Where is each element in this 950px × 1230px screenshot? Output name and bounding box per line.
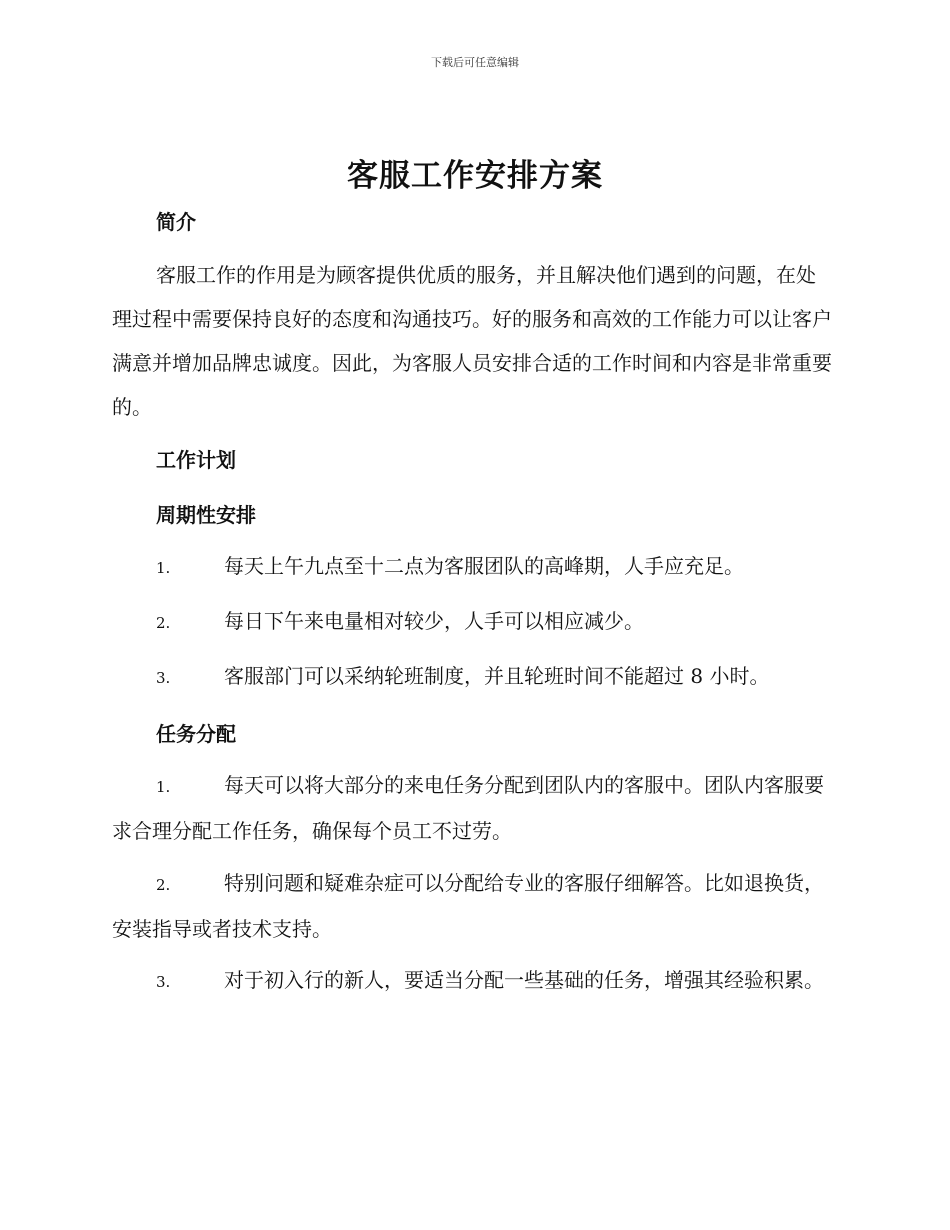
list-item-text: 对于初入行的新人，要适当分配一些基础的任务，增强其经验积累。 [224, 968, 824, 992]
intro-paragraph: 客服工作的作用是为顾客提供优质的服务，并且解决他们遇到的问题，在处理过程中需要保持良好的态度和沟通技巧。好的服务和高效的工作能力可以让客户满意并增加品牌忠诚度。因此，为客服人员安排合适的工作时间和内容是非常重要的。 [112, 263, 832, 419]
list-number: 1. [156, 559, 171, 577]
list-number: 1. [156, 778, 171, 796]
header-note: 下载后可任意编辑 [431, 56, 519, 69]
list-number: 2. [156, 614, 171, 632]
list-number: 2. [156, 876, 171, 894]
task-list-item [112, 763, 832, 853]
page-title: 客服工作安排方案 [347, 158, 603, 194]
section-heading-work-plan: 工作计划 [156, 448, 236, 472]
list-number: 3. [156, 669, 171, 687]
section-heading-periodic: 周期性安排 [156, 503, 256, 527]
periodic-list-item [112, 654, 832, 700]
periodic-list-item [112, 599, 832, 645]
task-list-item [112, 958, 832, 1004]
periodic-list-item [112, 544, 832, 590]
list-item-text: 每日下午来电量相对较少，人手可以相应减少。 [224, 609, 644, 633]
section-heading-tasks: 任务分配 [156, 722, 236, 746]
list-number: 3. [156, 973, 171, 991]
list-item-text: 每天可以将大部分的来电任务分配到团队内的客服中。团队内客服要求合理分配工作任务，确保每个员工不过劳。 [112, 773, 824, 843]
list-item-text: 客服部门可以采纳轮班制度，并且轮班时间不能超过 8 小时。 [224, 664, 770, 688]
section-heading-intro: 简介 [156, 210, 196, 234]
list-item-text: 特别问题和疑难杂症可以分配给专业的客服仔细解答。比如退换货，安装指导或者技术支持。 [112, 871, 824, 941]
list-item-text: 每天上午九点至十二点为客服团队的高峰期，人手应充足。 [224, 554, 744, 578]
task-list-item [112, 861, 832, 951]
